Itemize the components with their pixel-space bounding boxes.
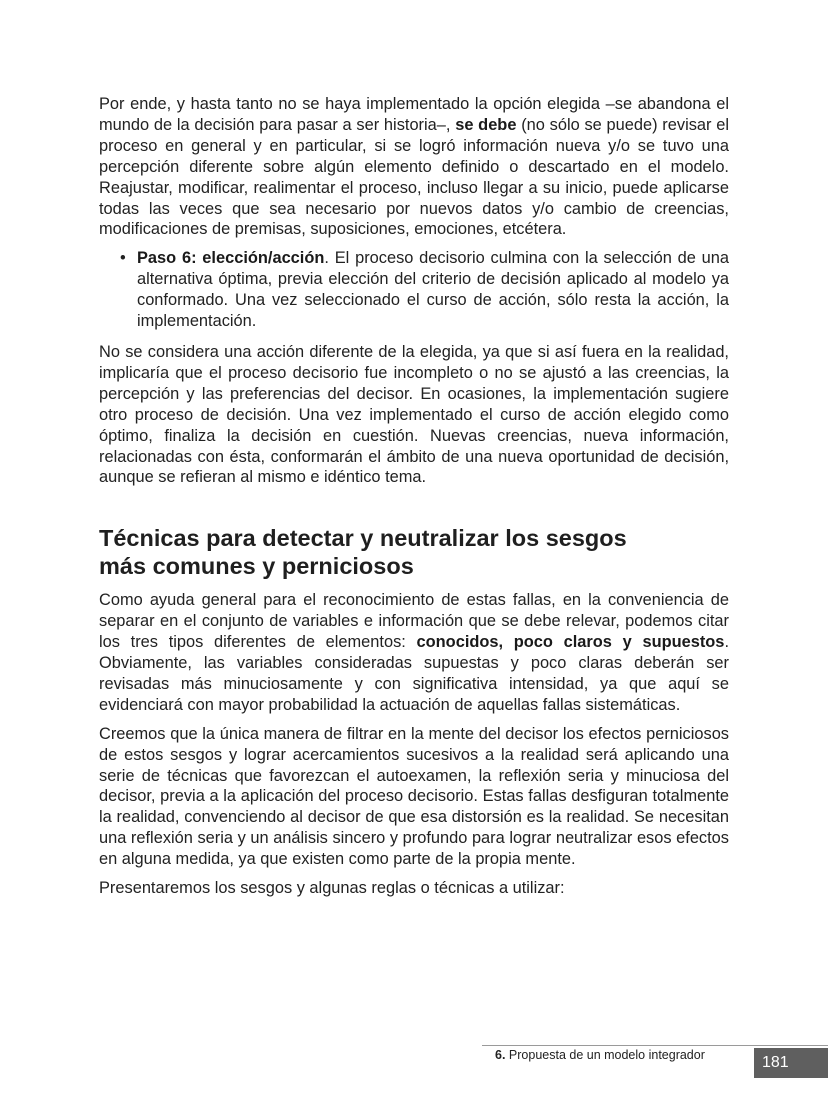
paragraph-2: No se considera una acción diferente de la elegida, ya que si así fuera en la realidad, implicaría que el proceso decisorio fue incompleto o no se ajustó a las creencias, la percepción y las preferencias del decisor. En ocasiones, la implementación sugiere otro proceso de decisión. Una vez implementado el curso de acción elegido como óptimo, finaliza la decisión en cuestión. Nuevas creencias, nueva información, relacionadas con ésta, conformarán el ámbito de una nueva oportunidad de decisión, aunque se refieran al mismo e idéntico tema. bbox=[99, 342, 729, 487]
chapter-title: Propuesta de un modelo integrador bbox=[505, 1048, 705, 1062]
bullet-title: Paso 6: elección/acción bbox=[137, 249, 325, 268]
emphasis-se-debe: se debe bbox=[455, 115, 517, 134]
bullet-paso-6: • Paso 6: elección/acción. El proceso decisorio culmina con la selección de una alternativa óptima, previa elección del criterio de decisión aplicado al modelo ya conformado. Una vez seleccionado el curso de acción, sólo resta la acción, la implementación. bbox=[120, 249, 730, 331]
footer-rule bbox=[482, 1045, 828, 1046]
running-footer bbox=[495, 1048, 705, 1062]
page-body bbox=[99, 94, 729, 907]
paragraph-1: Por ende, y hasta tanto no se haya implementado la opción elegida –se abandona el mundo de la decisión para pasar a ser historia–, se debe (no sólo se puede) revisar el proceso en general y en particular, si se logró información nueva y/o se tuvo una percepción diferente sobre algún elemento definido o descartado en el modelo. Reajustar, modificar, realimentar el proceso, incluso llegar a su inicio, puede aplicarse todas las veces que sea necesario por nuevos datos y/o cambio de creencias, modificaciones de premisas, suposiciones, emociones, etcétera. bbox=[99, 95, 729, 239]
emphasis-element-types: conocidos, poco claros y supuestos bbox=[416, 633, 725, 652]
section-heading: Técnicas para detectar y neutralizar los sesgos más comunes y perniciosos bbox=[99, 525, 627, 580]
page-number: 181 bbox=[754, 1048, 828, 1078]
paragraph-3: Como ayuda general para el reconocimiento de estas fallas, en la conveniencia de separar en el conjunto de variables e información que se debe relevar, podemos citar los tres tipos diferentes de elementos: conocidos, poco claros y supuestos. Obviamente, las variables consideradas supuestas y poco claras deberán ser revisadas más minuciosamente y con significativa intensidad, ya que aquí se evidenciará con mayor probabilidad la actuación de aquellas fallas sistemáticas. bbox=[99, 591, 729, 714]
chapter-number: 6. bbox=[495, 1048, 506, 1062]
paragraph-4: Creemos que la única manera de filtrar en la mente del decisor los efectos perniciosos de estos sesgos y lograr acercamientos sucesivos a la realidad será aplicando una serie de técnicas que favorezcan el autoexamen, la reflexión seria y minuciosa del decisor, previa a la aplicación del proceso decisorio. Estas fallas desfiguran totalmente la realidad, convenciendo al decisor de que esa distorsión es la realidad. Se necesitan una reflexión seria y un análisis sincero y profundo para lograr neutralizar esos efectos en alguna medida, ya que existen como parte de la propia mente. bbox=[99, 724, 729, 869]
paragraph-5: Presentaremos los sesgos y algunas reglas o técnicas a utilizar: bbox=[99, 879, 565, 898]
bullet-dot: • bbox=[120, 249, 126, 268]
